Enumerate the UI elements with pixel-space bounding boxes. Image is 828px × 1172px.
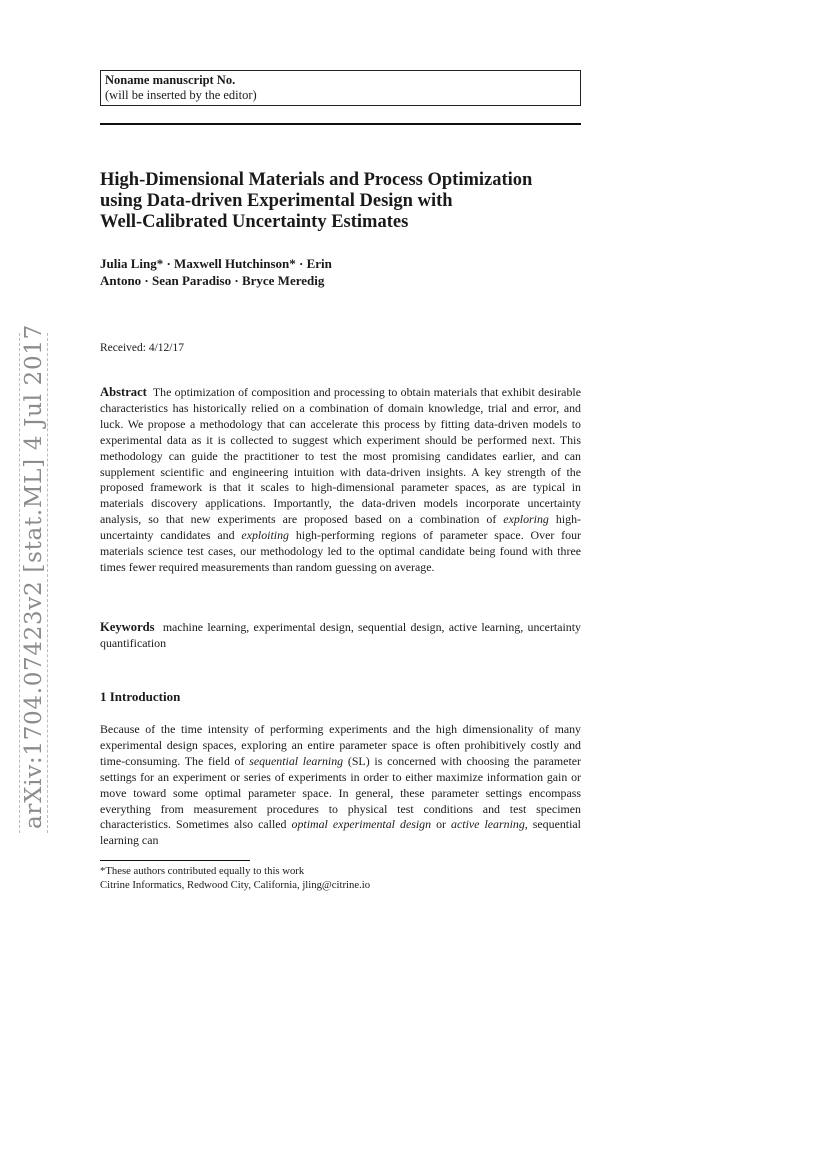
abstract-text-3: high-performing regions of parameter space. Over four materials science test cases, our methodology led to the optimal candidate being found with three times fewer required measurements than random guessing on average. — [100, 528, 581, 574]
intro-text-1: Because of the time intensity of performing experiments and the high dimensionality of many experimental design spaces, exploring an entire parameter space is often prohibitively costly and time-consuming. The field of — [100, 722, 581, 768]
footnote-equal-contribution: *These authors contributed equally to this work — [100, 865, 305, 877]
intro-text-2: (SL) is concerned with choosing the parameter settings for an experiment or series of experiments in order to either maximize information gain or move toward some optimal parameter space. In general, these parameter settings encompass everything from measurement procedures to physical test conditions and test specimen characteristics. Sometimes also called — [100, 753, 581, 832]
abstract-paragraph — [100, 385, 581, 576]
footnotes — [100, 865, 370, 892]
introduction-paragraph — [100, 722, 581, 849]
authors-line-1: Julia Ling* · Maxwell Hutchinson* · Erin — [100, 256, 332, 271]
title-line-1: High-Dimensional Materials and Process Optimization — [100, 170, 533, 190]
abstract-emphasis-exploring: exploring — [503, 512, 549, 527]
author-list — [100, 256, 420, 289]
abstract-label: Abstract — [100, 385, 147, 399]
abstract-emphasis-exploiting: exploiting — [241, 528, 289, 543]
intro-emphasis-active-learning: active learning — [451, 817, 525, 832]
authors-line-2: Antono · Sean Paradiso · Bryce Meredig — [100, 272, 325, 288]
header-rule — [100, 123, 581, 125]
keywords-paragraph — [100, 620, 581, 652]
keywords-label: Keywords — [100, 620, 155, 634]
editor-note-box — [100, 70, 581, 106]
title-line-2: using Data-driven Experimental Design with — [100, 191, 453, 211]
footnote-rule — [100, 860, 250, 861]
section-heading-introduction: 1 Introduction — [100, 689, 181, 704]
intro-text-3: or — [436, 817, 446, 832]
received-date: Received: 4/12/17 — [100, 342, 184, 354]
intro-emphasis-sequential-learning: sequential learning — [249, 753, 344, 768]
manuscript-number-label: Noname manuscript No. — [105, 73, 236, 87]
abstract-text-2: high-uncertainty candidates and — [100, 512, 581, 543]
editor-note-text: (will be inserted by the editor) — [105, 88, 257, 102]
abstract-text-1: The optimization of composition and processing to obtain materials that exhibit desirable characteristics has historically relied on a combination of domain knowledge, trial and error, and luck. We propose a methodology that can accelerate this process by fitting data-driven models to experimental data as it is collected to suggest which experiment should be performed next. This methodology can guide the practitioner to test the most promising candidates earlier, and can supplement scientific and engineering intuition with data-driven insights. A key strength of the proposed framework is that it scales to high-dimensional parameter spaces, as are typical in materials discovery applications. Importantly, the data-driven models incorporate uncertainty analysis, so that new experiments are proposed based on a combination of — [100, 385, 581, 527]
intro-emphasis-optimal-design: optimal experimental design — [291, 817, 432, 832]
intro-text-4: , sequential learning can — [100, 817, 581, 848]
arxiv-stamp: arXiv:1704.07423v2 [stat.ML] 4 Jul 2017 — [19, 333, 48, 833]
paper-title — [100, 170, 600, 233]
title-line-3: Well-Calibrated Uncertainty Estimates — [100, 212, 409, 232]
keywords-text: machine learning, experimental design, sequential design, active learning, uncertainty quantification — [100, 620, 581, 650]
footnote-affiliation: Citrine Informatics, Redwood City, California, jling@citrine.io — [100, 878, 371, 891]
